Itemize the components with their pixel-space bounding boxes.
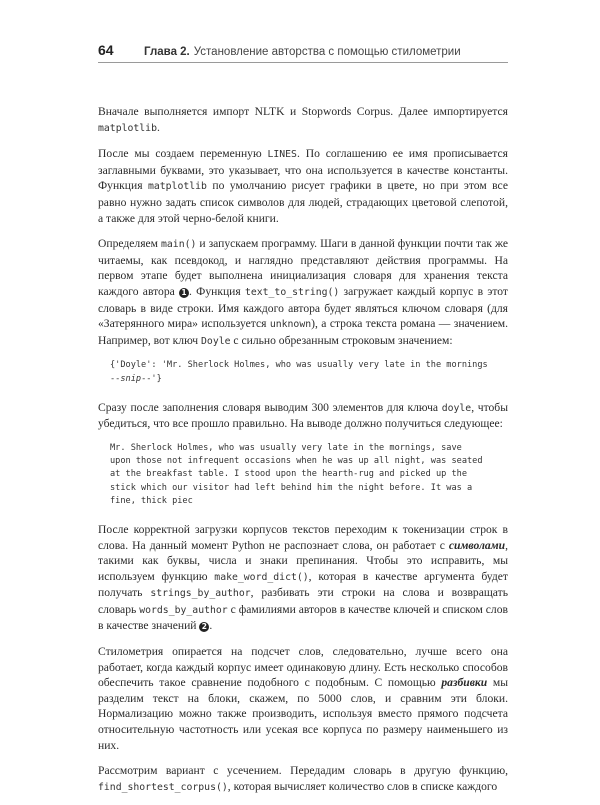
paragraph-1: Вначале выполняется импорт NLTK и Stopwords Corpus. Далее импортируется matplotlib. [98,105,508,134]
running-header [98,42,508,58]
header-rule [98,62,508,63]
inline-code: matplotlib [147,181,207,193]
callout-marker-2: 2 [199,622,209,632]
paragraph-3: Определяем main() и запускаем программу. Шаги в данной функции почти так же читаемы, как псевдокод, и наглядно представляют действия программы. На первом этапе будет выполнена инициализация словаря для хранения текста каждого автора 1 . Функция text_to_string() загружает каждый корпус в этот словарь в виде строки. Имя каждого автора будет являться ключом словаря (для «Затерянного мира» используется unknown), а строка текста романа — значением. Например, вот ключ Doyle с сильно обрезанным строковым значением: [98,237,508,347]
body-text [98,104,508,805]
code-block-1: {'Doyle': 'Mr. Sherlock Holmes, who was usually very late in the mornings --snip--'} [110,360,488,384]
paragraph-5: После корректной загрузки корпусов текстов переходим к токенизации строк в слова. На данный момент Python не распознает слова, он работает с символами, такими как буквы, числа и знаки препинания. Чтобы это исправить, мы используем функцию make_word_dict(), которая в качестве аргумента будет получать strings_by_author, разбивать эти строки на слова и возвращать словарь words_by_author с фамилиями авторов в качестве ключей и списком слов в качестве значений 2 . [98,522,508,633]
page-number: 64 [98,42,114,58]
emphasis: символами [448,538,506,552]
inline-code: Doyle [201,335,231,347]
paragraph-2: После мы создаем переменную LINES. По соглашению ее имя прописывается заглавными буквами, это указывает, что она используется в качестве константы. Функция matplotlib по умолчанию рисует графики в цвете, но при этом все равно нужно задать список символов для людей, страдающих цветовой слепотой, а также для этой черно-белой книги. [98,147,508,225]
inline-code: doyle [441,402,472,414]
inline-code: words_by_author [139,604,228,616]
paragraph-6: Стилометрия опирается на подсчет слов, следовательно, лучше всего она работает, когда каждый корпус имеет одинаковую длину. Есть несколько способов обеспечить такое сравнение подобного с подобным. С помощью разбивки мы разделим текст на блоки, скажем, по 5000 слов, и сравним эти блоки. Нормализацию можно также производить, используя вместо прямого подсчета относительную частотность или усекая все корпуса по размеру наименьшего из них. [98,645,508,752]
inline-code: main() [161,239,197,251]
chapter-label: Глава 2. [144,46,190,58]
code-block-2: Mr. Sherlock Holmes, who was usually very late in the mornings, save upon those not infrequent occasions when he was up all night, was seated at the breakfast table. I stood upon the hearth-rug and picked up the stick which our visitor had left behind him the night before. It was a fine, thick piec [110,442,483,506]
inline-code: matplotlib [98,122,157,134]
paragraph-7: Рассмотрим вариант с усечением. Передадим словарь в другую функцию, find_shortest_corpus(), которая вычисляет количество слов в списке каждого [98,764,508,793]
inline-code: find_shortest_corpus() [98,781,228,793]
emphasis: разбивки [441,676,488,690]
inline-code: LINES [267,149,297,161]
paragraph-4: Сразу после заполнения словаря выводим 300 элементов для ключа doyle, чтобы убедиться, что все прошло правильно. На выводе должно получиться следующее: [98,400,508,431]
inline-code: make_word_dict() [214,571,309,583]
inline-code: strings_by_author [150,588,251,600]
callout-marker-1: 1 [179,288,189,298]
inline-code: text_to_string() [244,286,340,298]
chapter-title: Установление авторства с помощью стилометрии [193,46,461,58]
inline-code: unknown [269,319,312,331]
